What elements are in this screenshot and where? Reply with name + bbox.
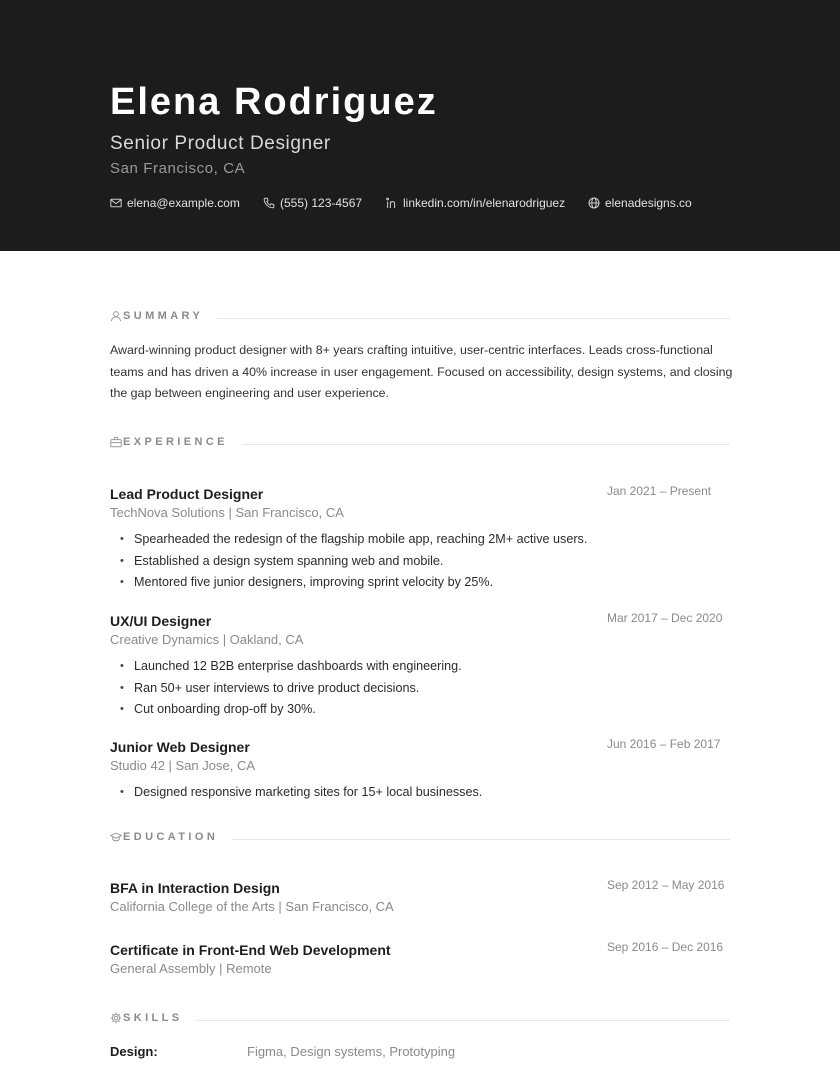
graduation-cap-icon [110, 831, 122, 843]
contact-email-text: elena@example.com [127, 196, 240, 210]
job-bullet: • Mentored five junior designers, improving sprint velocity by 25%. [120, 572, 587, 594]
skills-heading: SKILLS [123, 1012, 183, 1024]
candidate-title: Senior Product Designer [110, 133, 331, 154]
resume-header [0, 0, 840, 251]
mail-icon [110, 197, 122, 209]
job-bullet: • Spearheaded the redesign of the flagship mobile app, reaching 2M+ active users. [120, 529, 587, 551]
education-section-header [110, 830, 730, 844]
job-bullets [120, 656, 462, 721]
candidate-name: Elena Rodriguez [110, 81, 438, 123]
job-bullet: • Established a design system spanning web and mobile. [120, 551, 587, 573]
job-company: Creative Dynamics | Oakland, CA [110, 632, 304, 647]
experience-section-header [110, 435, 730, 449]
skill-list: Figma, Design systems, Prototyping [247, 1044, 456, 1059]
user-icon [110, 310, 122, 322]
globe-icon [588, 197, 600, 209]
degree-school: California College of the Arts | San Francisco, CA [110, 899, 394, 914]
job-bullets [120, 529, 587, 594]
job-bullet: • Cut onboarding drop-off by 30%. [120, 699, 462, 721]
summary-heading: SUMMARY [123, 310, 204, 322]
degree-school: General Assembly | Remote [110, 961, 272, 976]
job-bullets [120, 782, 482, 804]
job-title: UX/UI Designer [110, 613, 212, 629]
briefcase-icon [110, 436, 122, 448]
contact-phone[interactable] [263, 195, 362, 211]
experience-heading: EXPERIENCE [123, 436, 228, 448]
job-dates: Mar 2017 – Dec 2020 [607, 611, 723, 625]
skills-section-header [110, 1011, 730, 1025]
job-bullet: • Designed responsive marketing sites for 15+ local businesses. [120, 782, 482, 804]
contact-linkedin-text: linkedin.com/in/elenarodriguez [403, 196, 566, 210]
summary-section-header [110, 309, 730, 323]
education-heading: EDUCATION [123, 831, 219, 843]
job-dates: Jun 2016 – Feb 2017 [607, 737, 721, 751]
job-title: Lead Product Designer [110, 486, 264, 502]
section-divider [242, 444, 730, 445]
skill-category: Design: [110, 1044, 158, 1059]
job-title: Junior Web Designer [110, 739, 250, 755]
gear-icon [110, 1012, 122, 1024]
summary-text: Award-winning product designer with 8+ years crafting intuitive, user-centric interfaces. Leads cross-functional teams and has driven a 40% increase in user engagement. Focused on accessibility, design systems, and closing the gap between engineering and user experience. [110, 343, 733, 400]
job-company: Studio 42 | San Jose, CA [110, 758, 256, 773]
contact-website-text: elenadesigns.co [605, 196, 692, 210]
section-divider [197, 1020, 730, 1021]
contact-linkedin[interactable] [386, 195, 565, 211]
contact-phone-text: (555) 123-4567 [280, 196, 363, 210]
section-divider [232, 839, 730, 840]
contact-website[interactable] [588, 195, 692, 211]
degree-title: BFA in Interaction Design [110, 880, 280, 896]
job-bullet: • Launched 12 B2B enterprise dashboards with engineering. [120, 656, 462, 678]
degree-title: Certificate in Front-End Web Development [110, 942, 391, 958]
phone-icon [263, 197, 275, 209]
section-divider [217, 318, 730, 319]
job-bullet: • Ran 50+ user interviews to drive product decisions. [120, 678, 462, 700]
candidate-location: San Francisco, CA [110, 160, 246, 177]
job-company: TechNova Solutions | San Francisco, CA [110, 505, 344, 520]
degree-dates: Sep 2016 – Dec 2016 [607, 940, 724, 954]
job-dates: Jan 2021 – Present [607, 484, 712, 498]
degree-dates: Sep 2012 – May 2016 [607, 878, 725, 892]
linkedin-icon [386, 197, 398, 209]
skill-row [110, 1044, 730, 1060]
contact-email[interactable] [110, 195, 240, 211]
